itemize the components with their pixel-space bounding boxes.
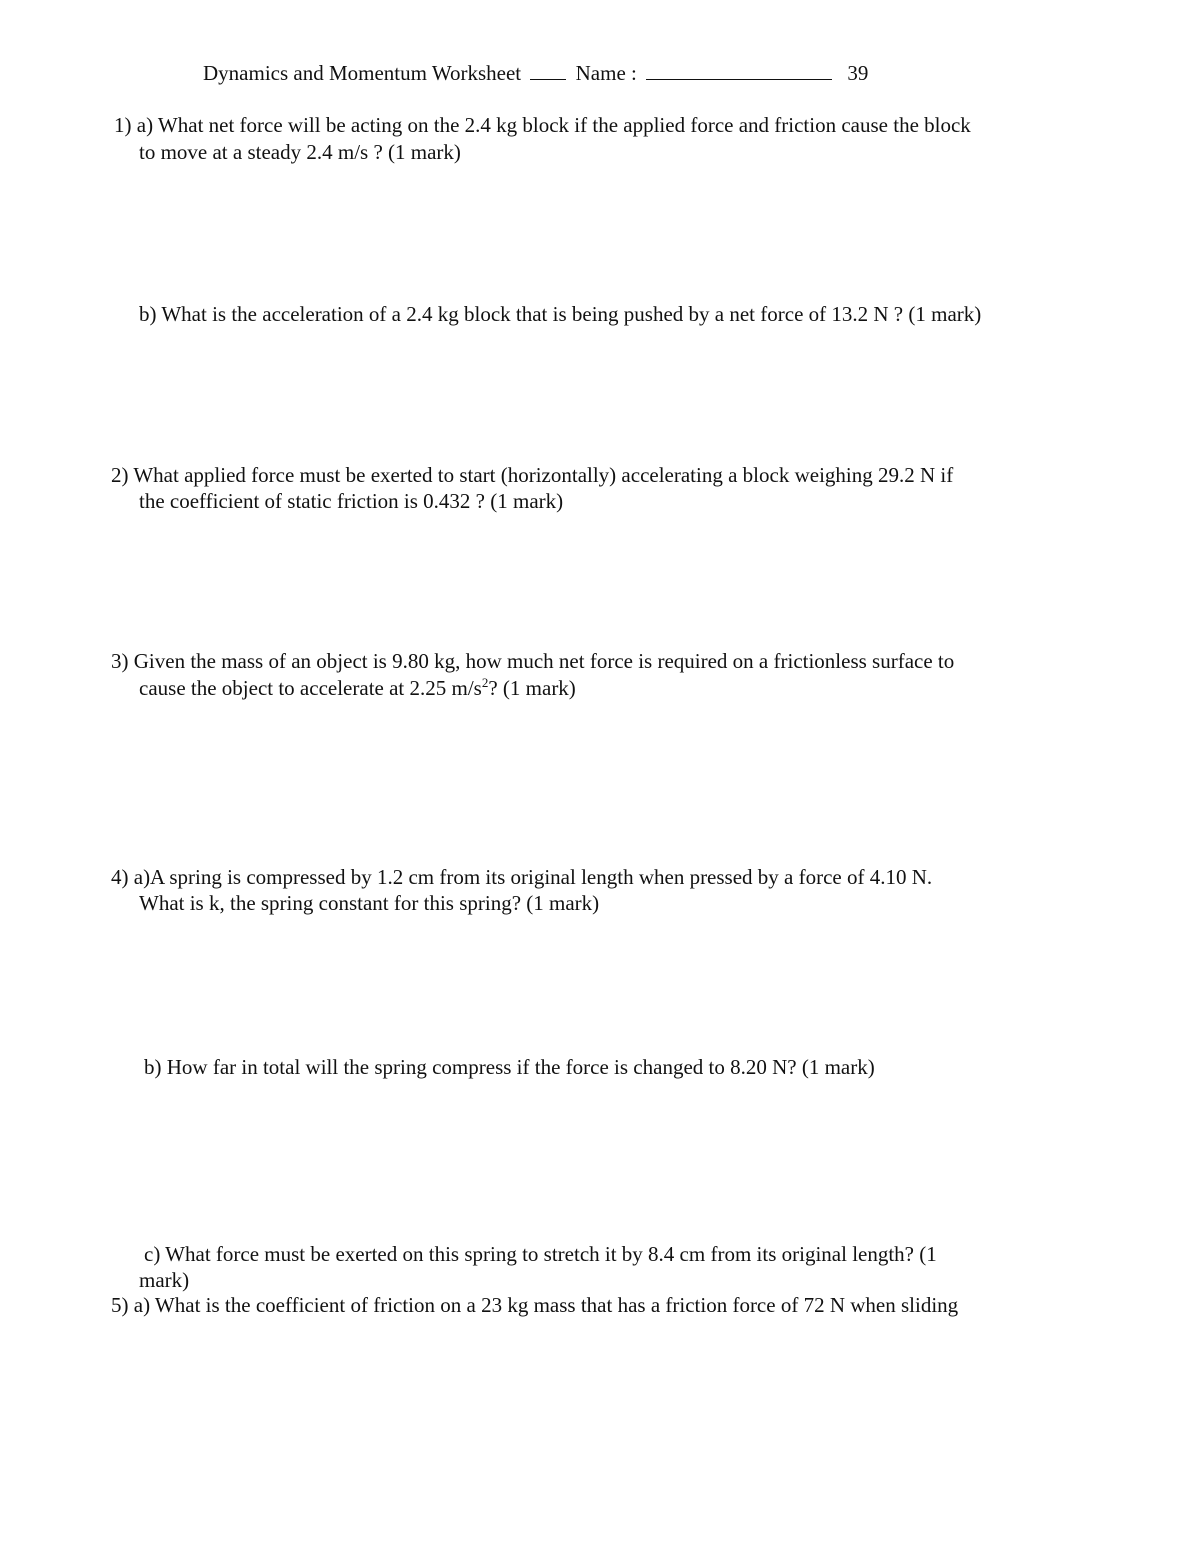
name-label: Name : xyxy=(575,61,637,85)
question-3-line-2 xyxy=(139,675,576,701)
question-2-line-2: the coefficient of static friction is 0.432 ? (1 mark) xyxy=(139,489,564,513)
question-4c-line-1: c) What force must be exerted on this spring to stretch it by 8.4 cm from its original length? (1 xyxy=(144,1242,937,1266)
question-3-line-2-end: ? (1 mark) xyxy=(488,676,576,700)
question-1a-line-1: 1) a) What net force will be acting on the 2.4 kg block if the applied force and friction cause the block xyxy=(114,113,971,137)
question-5a-line-1: 5) a) What is the coefficient of friction on a 23 kg mass that has a friction force of 72 N when sliding xyxy=(111,1293,959,1317)
worksheet-title: Dynamics and Momentum Worksheet xyxy=(203,61,522,85)
page-number: 39 xyxy=(847,61,869,85)
question-4a-line-1: 4) a)A spring is compressed by 1.2 cm from its original length when pressed by a force of 4.10 N. xyxy=(111,865,933,889)
question-4a-line-2: What is k, the spring constant for this spring? (1 mark) xyxy=(139,891,600,915)
question-4c-line-2: mark) xyxy=(139,1268,190,1292)
name-blank-line xyxy=(646,61,832,80)
question-1b-line-1: b) What is the acceleration of a 2.4 kg block that is being pushed by a net force of 13.2 N ? (1 mark) xyxy=(139,302,982,326)
question-1a-line-2: to move at a steady 2.4 m/s ? (1 mark) xyxy=(139,140,461,164)
squared-superscript: 2 xyxy=(481,675,489,690)
question-2-line-1: 2) What applied force must be exerted to start (horizontally) accelerating a block weighing 29.2 N if xyxy=(111,463,954,487)
question-3-line-1: 3) Given the mass of an object is 9.80 kg, how much net force is required on a frictionless surface to xyxy=(111,649,955,673)
worksheet-header xyxy=(203,60,868,86)
blank-line-short xyxy=(530,61,566,80)
question-3-line-2-text: cause the object to accelerate at 2.25 m/s xyxy=(139,676,482,700)
question-4b-line-1: b) How far in total will the spring compress if the force is changed to 8.20 N? (1 mark) xyxy=(144,1055,875,1079)
